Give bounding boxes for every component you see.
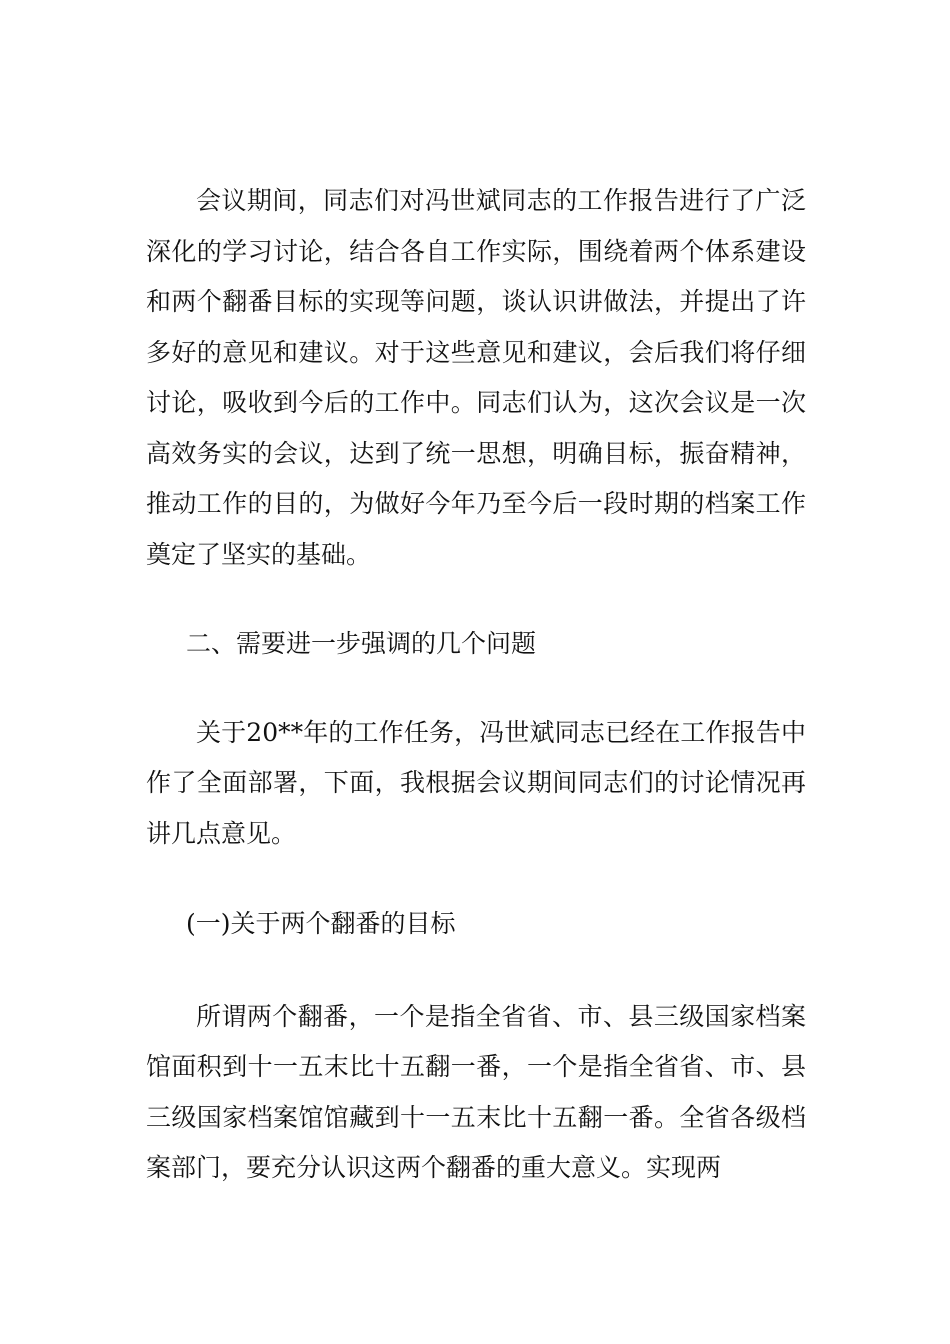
document-body xyxy=(146,176,806,1194)
paragraph-two-doublings: 所谓两个翻番，一个是指全省省、市、县三级国家档案馆面积到十一五末比十五翻一番，一个是指全省省、市、县三级国家档案馆馆藏到十一五末比十五翻一番。全省各级档案部门，要充分认识这两个翻番的重大意义。实现两 xyxy=(146,1001,806,1182)
subsection-heading-two-doublings: (一)关于两个翻番的目标 xyxy=(186,909,456,938)
paragraph-work-tasks: 关于20**年的工作任务，冯世斌同志已经在工作报告中作了全面部署，下面，我根据会议期间同志们的讨论情况再讲几点意见。 xyxy=(146,717,806,848)
section-heading-key-issues: 二、需要进一步强调的几个问题 xyxy=(186,629,537,658)
paragraph-meeting-discussion: 会议期间，同志们对冯世斌同志的工作报告进行了广泛深化的学习讨论，结合各自工作实际，围绕着两个体系建设和两个翻番目标的实现等问题，谈认识讲做法，并提出了许多好的意见和建议。对于这些意见和建议，会后我们将仔细讨论，吸收到今后的工作中。同志们认为，这次会议是一次高效务实的会议，达到了统一思想，明确目标，振奋精神，推动工作的目的，为做好今年乃至今后一段时期的档案工作奠定了坚实的基础。 xyxy=(146,186,806,569)
